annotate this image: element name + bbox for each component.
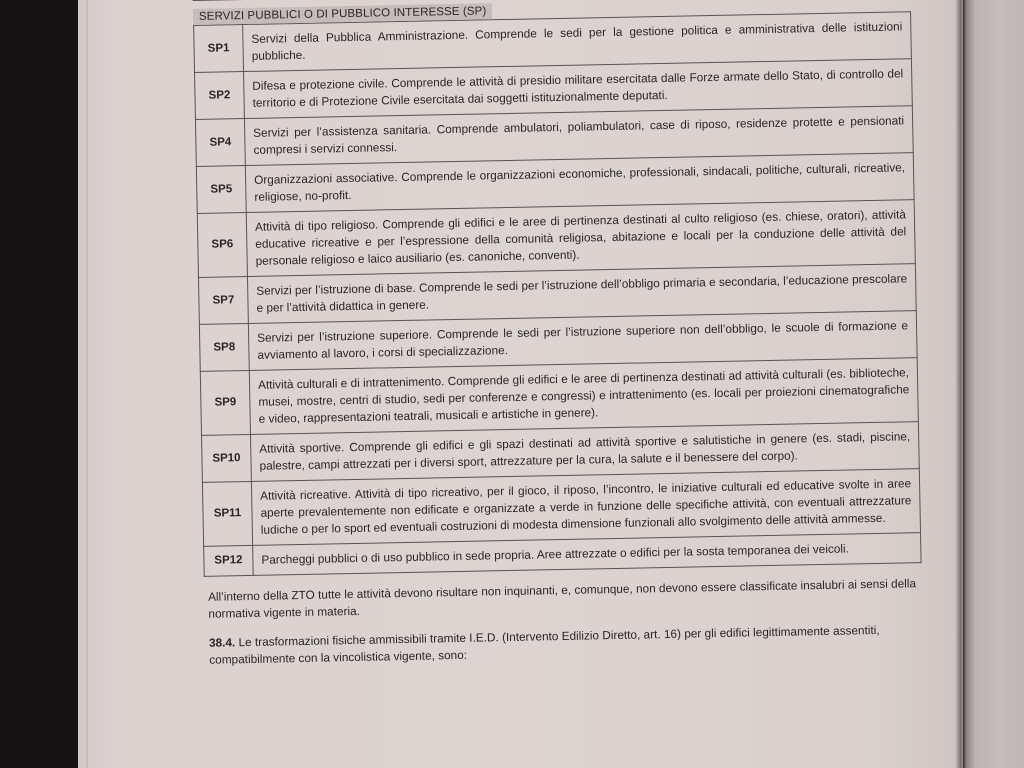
row-code: SP10 [202, 434, 252, 482]
row-description: Organizzazioni associative. Comprende le organizzazioni economiche, professionali, sindacali, politiche, culturali, ricreative, religiose, no-profit. [245, 153, 914, 213]
row-code: SP4 [195, 119, 245, 167]
row-description: Attività culturali e di intrattenimento. Comprende gli edifici e le aree di pertinenza destinati ad attività culturali (es. biblioteche, musei, mostre, centri di studio, sedi per conferenze e congressi) e intrattenimento (es. locali per proiezioni cinematografiche e video, rappresentazioni teatrali, musicali e artistiche in genere). [249, 358, 918, 435]
row-code: SP5 [196, 166, 246, 214]
previous-table-end [192, 0, 913, 1]
row-code: SP12 [204, 545, 254, 576]
row-description: Servizi per l’istruzione di base. Comprende le sedi per l’istruzione dell’obbligo primaria e secondaria, l’educazione prescolare e per l’attività didattica in genere. [247, 264, 916, 324]
section-title: SERVIZI PUBBLICI O DI PUBBLICO INTERESSE (SP) [193, 3, 493, 25]
row-code: SP11 [202, 481, 252, 546]
sp-table [193, 11, 921, 577]
ztO-note-paragraph: All’interno della ZTO tutte le attività devono risultare non inquinanti, e, comunque, non devono essere classificate insalubri ai sensi della normativa vigente in materia. [207, 576, 917, 621]
post-table-text [204, 575, 925, 669]
row-description: Servizi per l’istruzione superiore. Comprende le sedi per l’istruzione superiore non dell’obbligo, le scuole di formazione e avviamento al lavoro, i corsi di specializzazione. [248, 311, 917, 371]
dark-background [0, 0, 78, 768]
row-code: SP2 [195, 72, 245, 120]
adjacent-page [963, 0, 1024, 768]
row-code: SP7 [198, 276, 248, 324]
article-text: Le trasformazioni fisiche ammissibili tramite I.E.D. (Intervento Edilizio Diretto, art. 16) per gli edifici legittimamente assentiti, compatibilmente con la vincolistica vigente, sono: [209, 622, 880, 667]
row-code: SP8 [199, 323, 249, 371]
row-description: Attività di tipo religioso. Comprende gli edifici e le aree di pertinenza destinati al culto religioso (es. chiese, oratori), attività educative ricreative e per l’espressione della comunità religiosa, abitazione e locali per la conduzione delle attività del personale religioso e laico ausiliario (es. canoniche, conventi). [246, 200, 915, 277]
row-description: Attività ricreative. Attività di tipo ricreativo, per il gioco, il riposo, l’incontro, le iniziative culturali ed educative svolte in aree aperte prevalentemente non edificate e organizzate a verde in funzione delle specifiche attività, con eventuali attrezzature ludiche o per lo sport ed eventuali costruzioni di modesta dimensione funzionali allo svolgimento delle attività ammesse. [251, 469, 920, 546]
row-code: SP9 [200, 370, 250, 435]
page-fold-shadow [955, 0, 965, 768]
row-description: Parcheggi pubblici o di uso pubblico in sede propria. Aree attrezzate o edifici per la sosta temporanea dei veicoli. [253, 533, 921, 576]
row-description: Servizi della Pubblica Amministrazione. Comprende le sedi per la gestione politica e amministrativa delle istituzioni pubbliche. [243, 12, 912, 72]
article-number: 38.4. [208, 635, 236, 650]
page-edge [86, 0, 88, 768]
row-description: Attività sportive. Comprende gli edifici e gli spazi destinati ad attività sportive e salutistiche in genere (es. stadi, piscine, palestre, campi attrezzati per i diversi sport, attrezzature per la cura, la salute e il benessere del corpo). [251, 422, 920, 482]
row-description: Difesa e protezione civile. Comprende le attività di presidio militare esercitata dalle Forze armate dello Stato, di controllo del territorio e di Protezione Civile esercitata dai soggetti istituzionalmente deputati. [244, 59, 913, 119]
row-description: Servizi per l’assistenza sanitaria. Comprende ambulatori, poliambulatori, case di riposo, residenze protette e pensionati compresi i servizi connessi. [244, 106, 913, 166]
row-code: SP1 [194, 25, 244, 73]
row-code: SP6 [197, 213, 247, 278]
document-content [192, 0, 925, 669]
